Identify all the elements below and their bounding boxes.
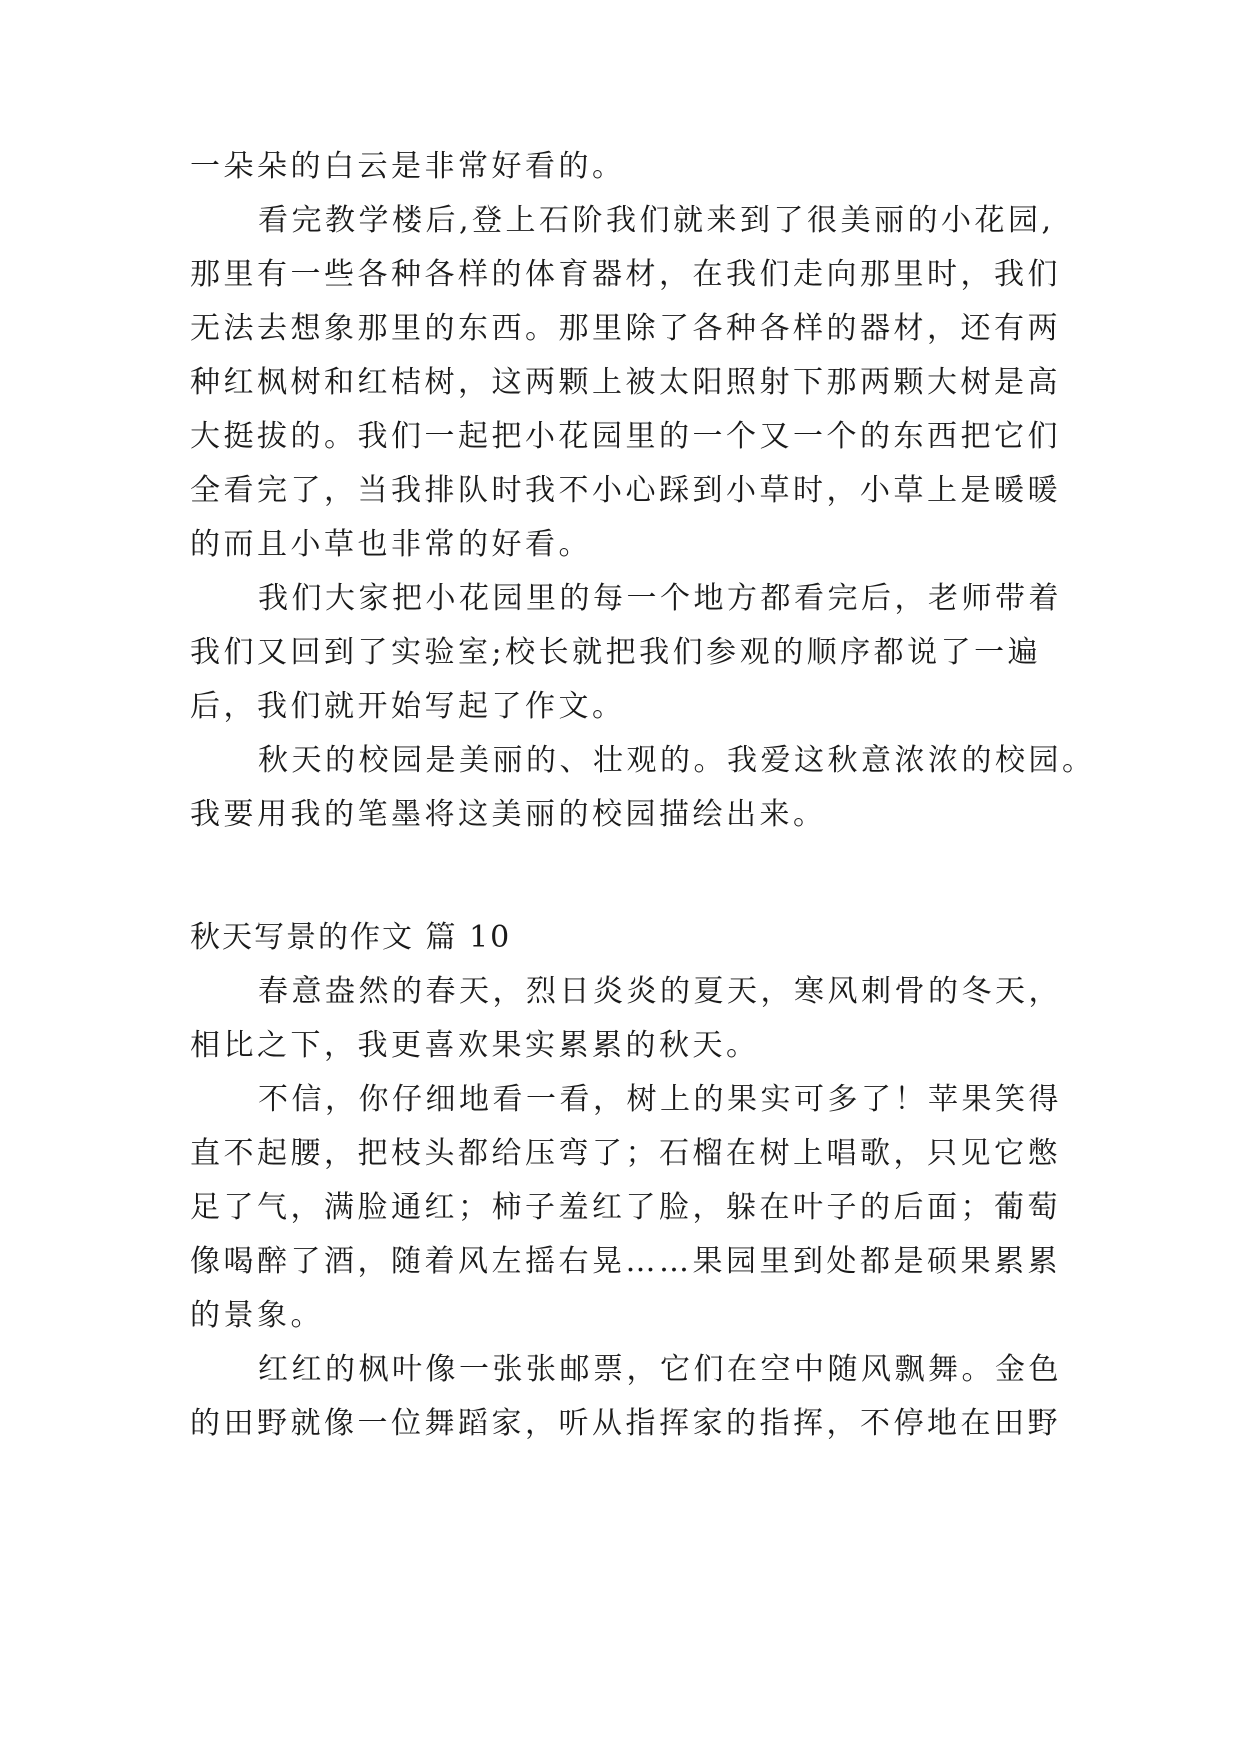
- text-line: 一朵朵的白云是非常好看的。: [190, 149, 626, 184]
- text-line: 后，我们就开始写起了作文。: [190, 689, 626, 724]
- text-line: 种红枫树和红桔树，这两颗上被太阳照射下那两颗大树是高: [190, 365, 1061, 400]
- paragraph-start-line: 秋天的校园是美丽的、壮观的。我爱这秋意浓浓的校园。: [258, 743, 1096, 778]
- paragraph-start-line: 看完教学楼后,登上石阶我们就来到了很美丽的小花园,: [258, 203, 1055, 238]
- text-line: 相比之下，我更喜欢果实累累的秋天。: [190, 1028, 760, 1063]
- text-line: 我要用我的笔墨将这美丽的校园描绘出来。: [190, 797, 827, 832]
- text-line: 的景象。: [190, 1298, 324, 1333]
- paragraph-start-line: 春意盎然的春天，烈日炎炎的夏天，寒风刺骨的冬天，: [258, 974, 1062, 1009]
- text-line: 直不起腰，把枝头都给压弯了；石榴在树上唱歌，只见它憋: [190, 1136, 1061, 1171]
- paragraph-start-line: 我们大家把小花园里的每一个地方都看完后，老师带着: [258, 581, 1062, 616]
- text-line: 那里有一些各种各样的体育器材，在我们走向那里时，我们: [190, 257, 1061, 292]
- text-line: 的而且小草也非常的好看。: [190, 527, 592, 562]
- paragraph-start-line: 红红的枫叶像一张张邮票，它们在空中随风飘舞。金色: [258, 1352, 1062, 1387]
- section-heading: 秋天写景的作文 篇 10: [190, 920, 512, 955]
- text-line: 全看完了，当我排队时我不小心踩到小草时，小草上是暖暖: [190, 473, 1061, 508]
- text-line: 无法去想象那里的东西。那里除了各种各样的器材，还有两: [190, 311, 1061, 346]
- text-line: 足了气，满脸通红；柿子羞红了脸，躲在叶子的后面；葡萄: [190, 1190, 1061, 1225]
- text-line: 像喝醉了酒，随着风左摇右晃……果园里到处都是硕果累累: [190, 1244, 1061, 1279]
- paragraph-start-line: 不信，你仔细地看一看，树上的果实可多了！苹果笑得: [258, 1082, 1062, 1117]
- text-line: 的田野就像一位舞蹈家，听从指挥家的指挥，不停地在田野: [190, 1406, 1061, 1441]
- text-line: 我们又回到了实验室;校长就把我们参观的顺序都说了一遍: [190, 635, 1042, 670]
- text-line: 大挺拔的。我们一起把小花园里的一个又一个的东西把它们: [190, 419, 1061, 454]
